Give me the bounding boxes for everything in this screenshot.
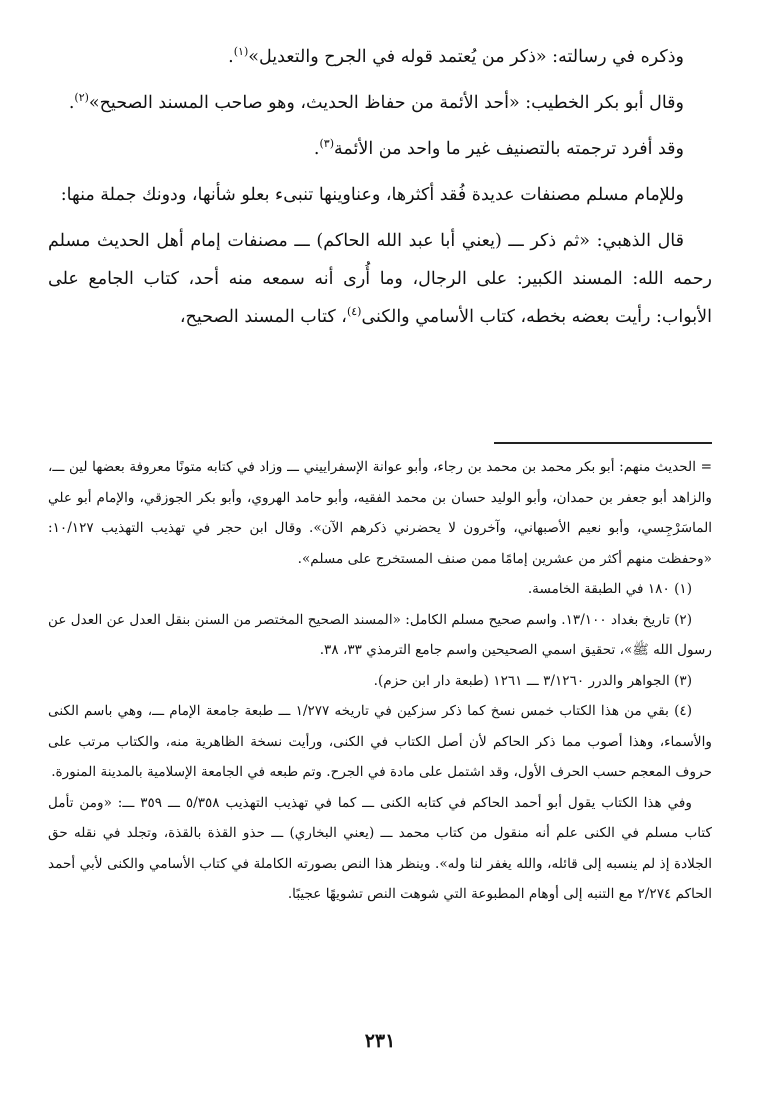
paragraph-3-end: . bbox=[313, 139, 320, 159]
footnote-4: (٤) بقي من هذا الكتاب خمس نسخ كما ذكر سزكين في تاريخه ١/٢٧٧ ـــ طبعة جامعة الإمام ـــ، وهي باسم الكنى والأسماء، وهذا أصوب مما ذكر الحاكم لأن أصل الكتاب في الكنى، ورأيت نسخة الظاهرية منه، والكتاب مرتب على حروف المعجم حسب الحرف الأول، وقد اشتمل على مادة في الجرح. وتم طبعه في الجامعة الإسلامية بالمدينة المنورة. bbox=[48, 703, 712, 780]
main-text bbox=[48, 38, 712, 336]
footnote-continuation: = الحديث منهم: أبو بكر محمد بن محمد بن رجاء، وأبو عوانة الإسفراييني ـــ وزاد في كتابه متونًا معروفة بعضها لين ـــ، والزاهد أبو جعفر بن حمدان، وأبو الوليد حسان بن محمد الفقيه، وأبو حامد الهروي، وأبو بكر الجوزقي، والإمام أبو علي الماسَرْجِسي، وأبو نعيم الأصبهاني، وآخرون لا يحضرني ذكرهم الآن». وقال ابن حجر في تهذيب التهذيب ١٠/١٢٧: «وحفظت منهم أكثر من عشرين إمامًا ممن صنف المستخرج على مسلم». bbox=[48, 459, 712, 567]
footnote-2: (٢) تاريخ بغداد ١٣/١٠٠. واسم صحيح مسلم الكامل: «المسند الصحيح المختصر من السنن بنقل العدل عن العدل عن رسول الله ﷺ»، تحقيق اسمي الصحيحين واسم جامع الترمذي ٣٣، ٣٨. bbox=[48, 611, 712, 658]
book-page bbox=[48, 0, 712, 1099]
paragraph-2-text: وقال أبو بكر الخطيب: «أحد الأئمة من حفاظ الحديث، وهو صاحب المسند الصحيح» bbox=[88, 93, 684, 113]
footnote-ref-2: (٢) bbox=[74, 91, 89, 105]
footnote-divider bbox=[494, 442, 712, 444]
paragraph-5 bbox=[48, 222, 712, 336]
footnote-3: (٣) الجواهر والدرر ٣/١٢٦٠ ـــ ١٢٦١ (طبعة دار ابن حزم). bbox=[373, 672, 692, 689]
footnote-ref-1: (١) bbox=[233, 45, 249, 59]
paragraph-1-end: . bbox=[228, 47, 234, 67]
footnote-ref-4: (٤) bbox=[346, 305, 362, 319]
paragraph-2 bbox=[48, 84, 712, 122]
footnote-ref-3: (٣) bbox=[319, 137, 334, 151]
paragraph-1 bbox=[48, 38, 712, 76]
footnotes bbox=[48, 452, 712, 910]
paragraph-3 bbox=[48, 130, 712, 168]
footnote-4-continued: وفي هذا الكتاب يقول أبو أحمد الحاكم في كتابه الكنى ـــ كما في تهذيب التهذيب ٥/٣٥٨ ـــ ٣٥٩ ـــ: «ومن تأمل كتاب مسلم في الكنى علم أنه منقول من كتاب محمد ـــ (يعني البخاري) ـــ حذو القذة بالقذة، وتجلد في نقله حق الجلادة إذ لم ينسبه إلى قائله، والله يغفر لنا وله». وينظر هذا النص بصورته الكاملة في كتاب الأسامي والكنى لأبي أحمد الحاكم ٢/٢٧٤ مع التنبه إلى أوهام المطبوعة التي شوهت النص تشويهًا عجيبًا. bbox=[48, 794, 712, 902]
paragraph-5-text: قال الذهبي: «ثم ذكر ـــ (يعني أبا عبد الله الحاكم) ـــ مصنفات إمام أهل الحديث مسلم رحمه الله: المسند الكبير: على الرجال، وما أُرى أنه سمعه منه أحد، كتاب الجامع على الأبواب: رأيت بعضه بخطه، كتاب الأسامي والكنى bbox=[48, 231, 712, 327]
page-number: ٢٣١ bbox=[364, 1030, 396, 1052]
paragraph-4: وللإمام مسلم مصنفات عديدة فُقد أكثرها، وعناوينها تنبىء بعلو شأنها، ودونك جملة منها: bbox=[60, 185, 684, 205]
paragraph-1-text: وذكره في رسالته: «ذكر من يُعتمد قوله في الجرح والتعديل» bbox=[248, 47, 684, 67]
paragraph-5-tail: ، كتاب المسند الصحيح، bbox=[179, 307, 347, 327]
footnote-1: (١) ١٨٠ في الطبقة الخامسة. bbox=[527, 581, 692, 597]
paragraph-2-end: . bbox=[68, 93, 75, 113]
paragraph-3-text: وقد أفرد ترجمته بالتصنيف غير ما واحد من الأئمة bbox=[334, 139, 684, 159]
